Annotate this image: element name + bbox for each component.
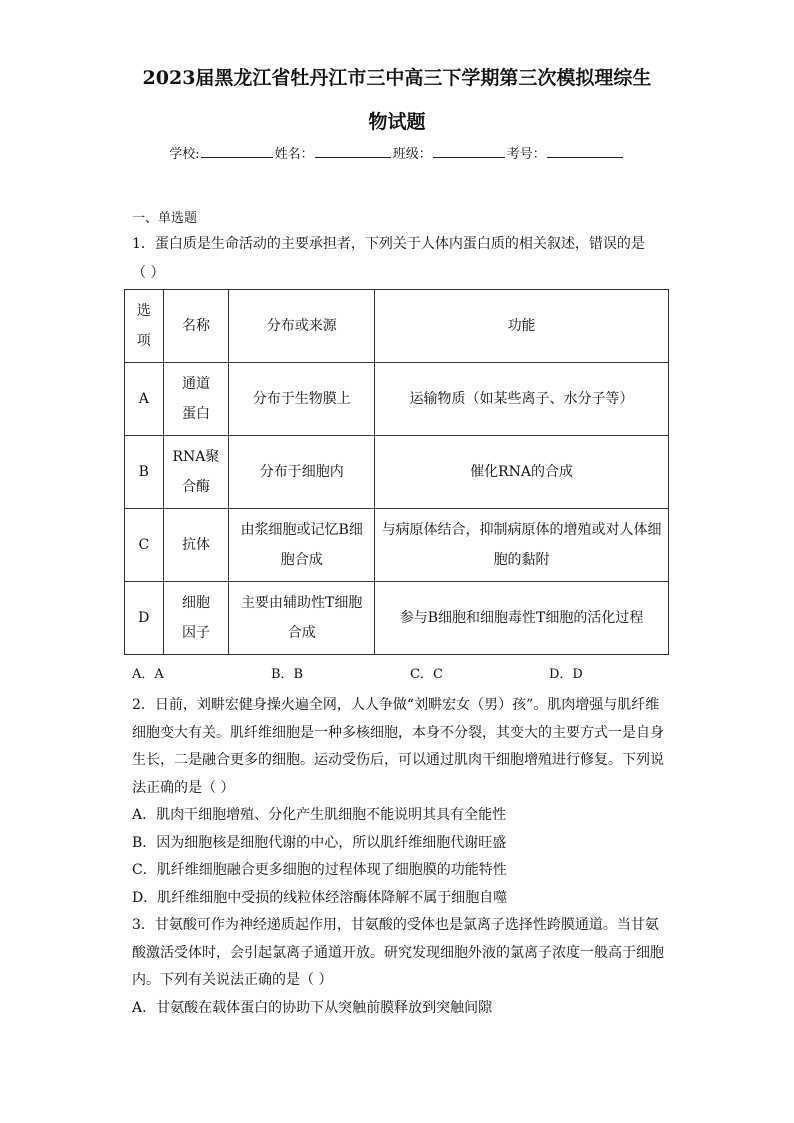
table-cell: 由浆细胞或记忆B细胞合成 <box>229 509 375 582</box>
q1-stem-line1: 1．蛋白质是生命活动的主要承担者，下列关于人体内蛋白质的相关叙述，错误的是 <box>132 236 645 252</box>
table-cell: C <box>125 509 164 582</box>
q2-stem-line: 法正确的是（ ） <box>132 779 235 796</box>
table-cell: B <box>125 436 164 509</box>
table-cell: 细胞因子 <box>163 582 229 655</box>
q2-option-d[interactable]: D．肌纤维细胞中受损的线粒体经溶酶体降解不属于细胞自噬 <box>132 889 508 906</box>
table-row <box>125 509 669 582</box>
q1-stem-line2: （ ） <box>132 265 165 281</box>
q2-option-a[interactable]: A．肌肉干细胞增殖、分化产生肌细胞不能说明其具有全能性 <box>132 807 507 823</box>
section-heading: 一、单选题 <box>132 211 198 226</box>
q2-stem-line: 生长，二是融合更多的细胞。运动受伤后，可以通过肌肉干细胞增殖进行修复。下列说 <box>132 752 664 768</box>
q3-block <box>132 912 664 1022</box>
school-label: 学校: <box>169 147 200 162</box>
header-cell: 名称 <box>163 290 229 363</box>
choice-a[interactable]: A．A <box>132 667 164 682</box>
q2-option-c[interactable]: C．肌纤维细胞融合更多细胞的过程体现了细胞膜的功能特性 <box>132 862 507 878</box>
table-row <box>125 436 669 509</box>
table-cell: 抗体 <box>163 509 229 582</box>
q2-stem-line: 细胞变大有关。肌纤维细胞是一种多核细胞，本身不分裂，其变大的主要方式一是自身 <box>132 724 664 741</box>
table-cell: 主要由辅助性T细胞合成 <box>229 582 375 655</box>
choice-d[interactable]: D．D <box>549 667 583 682</box>
q2-stem-line: 2．日前，刘畊宏健身操火遍全网，人人争做“刘畊宏女（男）孩”。肌肉增强与肌纤维 <box>132 697 660 713</box>
class-label: 班级： <box>392 147 432 162</box>
q3-option-a[interactable]: A．甘氨酸在载体蛋白的协助下从突触前膜释放到突触间隙 <box>132 999 493 1016</box>
table-cell: 与病原体结合，抑制病原体的增殖或对人体细胞的黏附 <box>375 509 669 582</box>
name-label: 姓名： <box>274 147 314 162</box>
q3-stem-line: 内。下列有关说法正确的是（ ） <box>132 972 333 988</box>
header-cell: 功能 <box>375 290 669 363</box>
table-cell: 催化RNA的合成 <box>375 436 669 509</box>
q1-table <box>124 289 669 655</box>
exam-title-line2: 物试题 <box>368 111 426 133</box>
exam-no-blank <box>547 146 623 158</box>
q3-stem-line: 酸激活受体时，会引起氯离子通道开放。研究发现细胞外液的氯离子浓度一般高于细胞 <box>132 944 664 961</box>
table-row <box>125 363 669 436</box>
table-cell: 分布于细胞内 <box>229 436 375 509</box>
class-blank <box>433 146 505 158</box>
school-blank <box>201 146 273 158</box>
q2-option-b[interactable]: B．因为细胞核是细胞代谢的中心，所以肌纤维细胞代谢旺盛 <box>132 834 507 851</box>
table-cell: 运输物质（如某些离子、水分子等） <box>375 363 669 436</box>
table-cell: 分布于生物膜上 <box>229 363 375 436</box>
q2-block <box>132 692 664 912</box>
table-row <box>125 582 669 655</box>
choice-b[interactable]: B．B <box>271 667 304 682</box>
q3-stem-line: 3．甘氨酸可作为神经递质起作用，甘氨酸的受体也是氯离子选择性跨膜通道。当甘氨 <box>132 917 659 933</box>
choice-c[interactable]: C．C <box>410 667 443 682</box>
table-cell: RNA聚合酶 <box>163 436 229 509</box>
table-cell: 参与B细胞和细胞毒性T细胞的活化过程 <box>375 582 669 655</box>
table-header-row <box>125 290 669 363</box>
student-info-line <box>0 143 794 162</box>
table-cell: D <box>125 582 164 655</box>
header-cell: 选项 <box>125 290 164 363</box>
exam-title-line1: 2023届黑龙江省牡丹江市三中高三下学期第三次模拟理综生 <box>142 67 652 89</box>
exam-no-label: 考号： <box>506 147 546 162</box>
header-cell: 分布或来源 <box>229 290 375 363</box>
table-cell: A <box>125 363 164 436</box>
name-blank <box>315 146 391 158</box>
table-cell: 通道蛋白 <box>163 363 229 436</box>
